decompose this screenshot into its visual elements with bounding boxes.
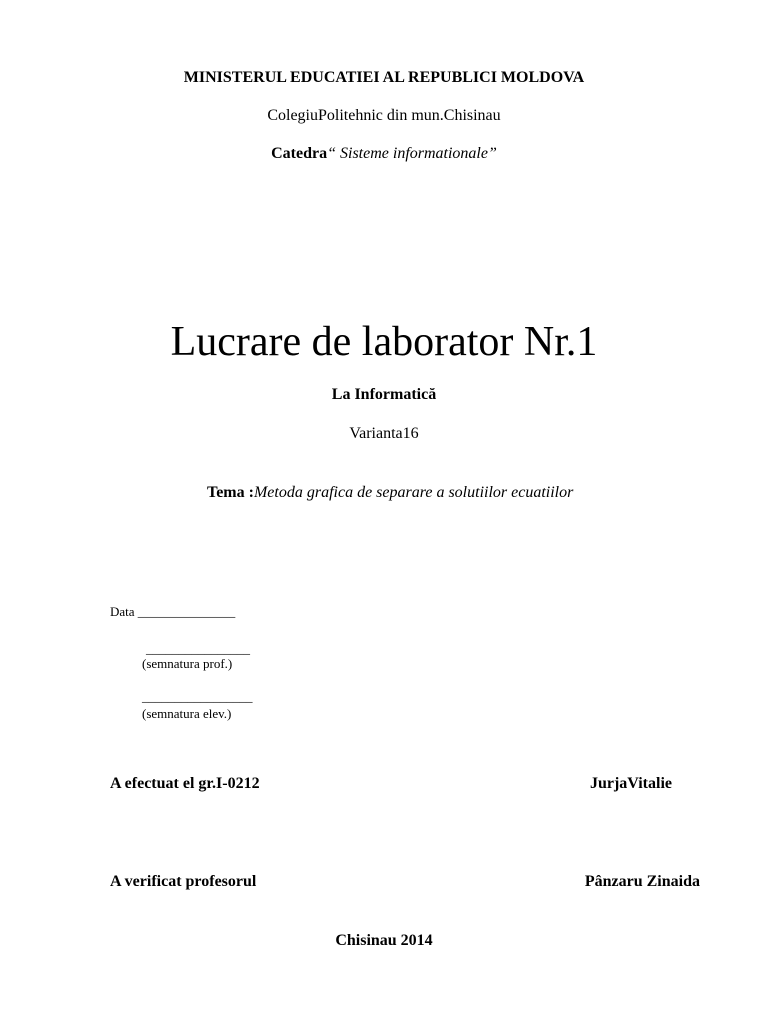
professor-signature-label: (semnatura prof.)	[142, 656, 233, 671]
student-signature-line: _________________	[142, 689, 253, 704]
page-title: Lucrare de laborator Nr.1	[170, 319, 598, 365]
variant-label: Varianta16	[349, 425, 419, 442]
place-year-footer: Chisinau 2014	[335, 932, 433, 949]
ministry-heading: MINISTERUL EDUCATIEI AL REPUBLICI MOLDOVA	[183, 69, 585, 86]
theme-label: Tema :	[207, 484, 254, 501]
catedra-label: Catedra	[271, 145, 328, 162]
college-name: ColegiuPolitehnic din mun.Chisinau	[267, 107, 501, 124]
professor-name: Pânzaru Zinaida	[584, 873, 700, 890]
student-signature-label: (semnatura elev.)	[142, 706, 232, 721]
student-name: JurjaVitalie	[589, 775, 672, 792]
catedra-name: “ Sisteme informationale”	[327, 145, 497, 162]
theme-text: Metoda grafica de separare a solutiilor ecuatiilor	[253, 484, 574, 501]
theme-line	[207, 484, 573, 502]
subject-label: La Informatică	[331, 386, 437, 403]
professor-signature-line: ________________	[146, 641, 250, 656]
catedra-line	[0, 145, 768, 163]
verified-by-label: A verificat profesorul	[110, 873, 257, 890]
effected-by-label: A efectuat el gr.I-0212	[110, 775, 260, 792]
date-signature-line: Data _______________	[110, 604, 236, 619]
